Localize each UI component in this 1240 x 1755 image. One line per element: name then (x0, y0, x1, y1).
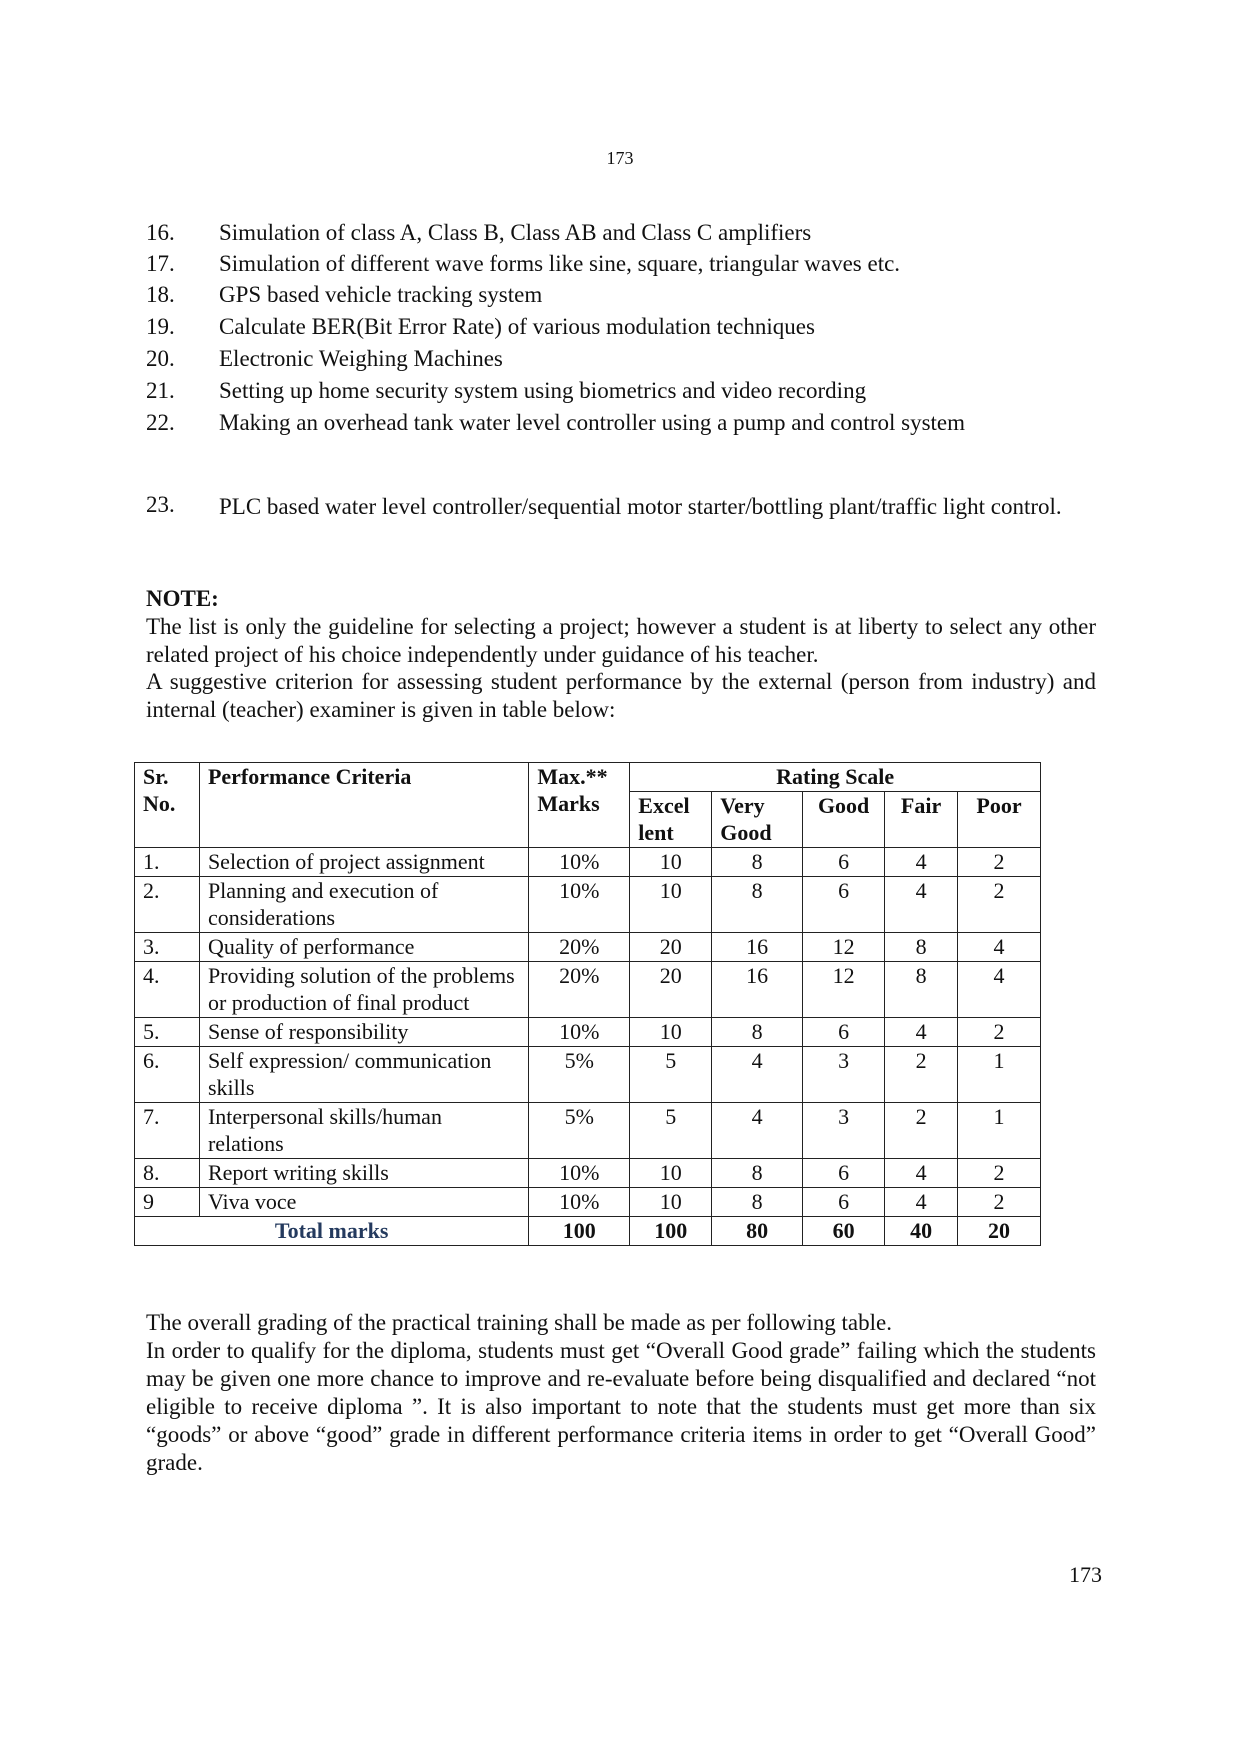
cell-sr: 8. (135, 1159, 200, 1188)
cell-max: 10% (529, 1159, 630, 1188)
list-item-text: Simulation of different wave forms like sine, square, triangular waves etc. (219, 251, 901, 276)
cell-poor: 1 (958, 1103, 1041, 1159)
page-number-bottom: 173 (1069, 1562, 1102, 1587)
cell-excellent: 10 (630, 848, 712, 877)
cell-very-good: 16 (712, 962, 803, 1018)
cell-fair: 4 (885, 848, 958, 877)
cell-max: 5% (529, 1103, 630, 1159)
header-performance-criteria: Performance Criteria (199, 763, 528, 848)
list-item-text: PLC based water level controller/sequential motor starter/bottling plant/traffic light control. (219, 494, 1062, 519)
cell-fair: 2 (885, 1103, 958, 1159)
cell-max: 10% (529, 877, 630, 933)
cell-poor: 2 (958, 848, 1041, 877)
cell-criteria: Viva voce (199, 1188, 528, 1217)
cell-very-good: 8 (712, 1188, 803, 1217)
header-max-marks: Max.** Marks (529, 763, 630, 848)
cell-sr: 5. (135, 1018, 200, 1047)
cell-poor: 1 (958, 1047, 1041, 1103)
table-row (135, 1188, 1041, 1217)
cell-very-good: 8 (712, 848, 803, 877)
cell-good: 6 (803, 1159, 885, 1188)
cell-very-good: 8 (712, 877, 803, 933)
total-good: 60 (803, 1217, 885, 1246)
list-item-number: 17. (146, 251, 175, 276)
cell-max: 10% (529, 1188, 630, 1217)
total-very-good: 80 (712, 1217, 803, 1246)
grading-paragraph: In order to qualify for the diploma, students must get “Overall Good grade” failing which the students may be given one more chance to improve and re-evaluate before being disqualified and declared “not eligible to receive diploma ”. It is also important to note that the students must get more than six “goods” or above “good” grade in different performance criteria items in order to get “Overall Good” grade. (146, 1338, 1096, 1475)
project-list-continued (146, 491, 1104, 523)
cell-good: 12 (803, 933, 885, 962)
header-sr-no: Sr. No. (135, 763, 200, 848)
list-item-number: 22. (146, 410, 175, 435)
cell-good: 3 (803, 1047, 885, 1103)
cell-fair: 8 (885, 933, 958, 962)
list-item (146, 250, 1104, 278)
cell-criteria: Selection of project assignment (199, 848, 528, 877)
cell-sr: 6. (135, 1047, 200, 1103)
cell-excellent: 10 (630, 1188, 712, 1217)
cell-fair: 2 (885, 1047, 958, 1103)
cell-good: 6 (803, 877, 885, 933)
list-item (146, 491, 1104, 523)
list-item (146, 345, 1104, 373)
list-item (146, 409, 1104, 437)
cell-good: 3 (803, 1103, 885, 1159)
cell-excellent: 5 (630, 1103, 712, 1159)
assessment-table (134, 762, 1041, 1246)
cell-good: 12 (803, 962, 885, 1018)
list-item (146, 219, 1104, 247)
cell-poor: 2 (958, 1188, 1041, 1217)
cell-poor: 4 (958, 962, 1041, 1018)
list-item (146, 377, 1104, 405)
total-label: Total marks (135, 1217, 529, 1246)
list-item-number: 20. (146, 346, 175, 371)
note-heading: NOTE: (146, 586, 219, 611)
cell-sr: 1. (135, 848, 200, 877)
project-list (146, 219, 1104, 440)
cell-max: 5% (529, 1047, 630, 1103)
header-good: Good (803, 792, 885, 848)
cell-criteria: Self expression/ communication skills (199, 1047, 528, 1103)
cell-max: 10% (529, 848, 630, 877)
header-fair: Fair (885, 792, 958, 848)
cell-criteria: Providing solution of the problems or production of final product (199, 962, 528, 1018)
list-item-number: 19. (146, 314, 175, 339)
cell-fair: 4 (885, 877, 958, 933)
cell-criteria: Interpersonal skills/human relations (199, 1103, 528, 1159)
table-row (135, 848, 1041, 877)
header-poor: Poor (958, 792, 1041, 848)
list-item (146, 281, 1104, 309)
cell-sr: 3. (135, 933, 200, 962)
list-item-number: 23. (146, 492, 175, 517)
table-header-row (135, 763, 1041, 792)
list-item-text: Calculate BER(Bit Error Rate) of various modulation techniques (219, 314, 815, 339)
list-item-text: Electronic Weighing Machines (219, 346, 503, 371)
list-item (146, 313, 1104, 341)
cell-very-good: 4 (712, 1047, 803, 1103)
cell-criteria: Quality of performance (199, 933, 528, 962)
table-row (135, 877, 1041, 933)
table-row (135, 1018, 1041, 1047)
header-excellent: Excel lent (630, 792, 712, 848)
cell-criteria: Sense of responsibility (199, 1018, 528, 1047)
cell-max: 20% (529, 933, 630, 962)
cell-excellent: 10 (630, 877, 712, 933)
cell-good: 6 (803, 1018, 885, 1047)
list-item-text: Simulation of class A, Class B, Class AB and Class C amplifiers (219, 220, 812, 245)
cell-fair: 4 (885, 1018, 958, 1047)
cell-sr: 9 (135, 1188, 200, 1217)
cell-very-good: 4 (712, 1103, 803, 1159)
cell-poor: 4 (958, 933, 1041, 962)
list-item-text: GPS based vehicle tracking system (219, 282, 543, 307)
total-poor: 20 (958, 1217, 1041, 1246)
cell-criteria: Report writing skills (199, 1159, 528, 1188)
grading-paragraph: The overall grading of the practical training shall be made as per following table. (146, 1310, 892, 1335)
total-excellent: 100 (630, 1217, 712, 1246)
cell-very-good: 16 (712, 933, 803, 962)
list-item-number: 21. (146, 378, 175, 403)
list-item-number: 16. (146, 220, 175, 245)
table-row (135, 1159, 1041, 1188)
table-row (135, 1103, 1041, 1159)
list-item-number: 18. (146, 282, 175, 307)
list-item-text: Setting up home security system using biometrics and video recording (219, 378, 867, 403)
cell-very-good: 8 (712, 1159, 803, 1188)
table-total-row (135, 1217, 1041, 1246)
cell-criteria: Planning and execution of considerations (199, 877, 528, 933)
table-row (135, 962, 1041, 1018)
cell-max: 20% (529, 962, 630, 1018)
cell-poor: 2 (958, 1018, 1041, 1047)
cell-poor: 2 (958, 877, 1041, 933)
table-row (135, 1047, 1041, 1103)
cell-excellent: 10 (630, 1159, 712, 1188)
cell-excellent: 5 (630, 1047, 712, 1103)
cell-poor: 2 (958, 1159, 1041, 1188)
total-fair: 40 (885, 1217, 958, 1246)
cell-fair: 8 (885, 962, 958, 1018)
cell-very-good: 8 (712, 1018, 803, 1047)
cell-excellent: 20 (630, 962, 712, 1018)
cell-excellent: 10 (630, 1018, 712, 1047)
cell-max: 10% (529, 1018, 630, 1047)
table-row (135, 933, 1041, 962)
list-item-text: Making an overhead tank water level controller using a pump and control system (219, 410, 966, 435)
header-very-good: Very Good (712, 792, 803, 848)
cell-fair: 4 (885, 1159, 958, 1188)
cell-excellent: 20 (630, 933, 712, 962)
cell-good: 6 (803, 1188, 885, 1217)
cell-sr: 7. (135, 1103, 200, 1159)
page-number-top: 173 (606, 148, 634, 168)
cell-sr: 4. (135, 962, 200, 1018)
cell-good: 6 (803, 848, 885, 877)
cell-fair: 4 (885, 1188, 958, 1217)
cell-sr: 2. (135, 877, 200, 933)
header-rating-scale: Rating Scale (630, 763, 1041, 792)
note-paragraph: A suggestive criterion for assessing student performance by the external (person from industry) and internal (teacher) examiner is given in table below: (146, 669, 1096, 722)
note-paragraph: The list is only the guideline for selecting a project; however a student is at liberty to select any other related project of his choice independently under guidance of his teacher. (146, 614, 1096, 667)
total-max: 100 (529, 1217, 630, 1246)
